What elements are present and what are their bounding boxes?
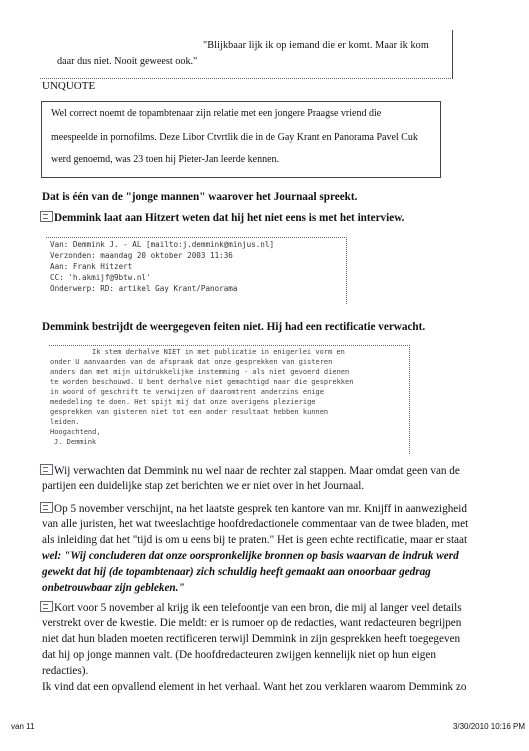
paragraph-line: Kort voor 5 november al krijg ik een telefoontje van een bron, die mij al langer veel details xyxy=(40,601,462,614)
paragraph-line: redacties). xyxy=(42,665,89,677)
rectification-line: leiden. xyxy=(50,418,80,426)
rectification-line: onder U aanvaarden van de afspraak dat onze gesprekken van gisteren xyxy=(50,358,333,366)
quote-line: daar dus niet. Nooit geweest ook." xyxy=(57,56,198,67)
document-icon xyxy=(40,601,53,612)
rectification-line: gesprekken van gisteren niet tot een ander resultaat hebben kunnen xyxy=(50,408,329,416)
email-from: Van: Demmink J. - AL [mailto:j.demmink@minjus.nl] xyxy=(50,240,275,249)
paragraph-line: niet dat hun bladen moeten rectificeren terwijl Demmink in zijn gesprekken heeft toegegeven xyxy=(42,633,461,645)
paragraph-line: wel: "Wij concluderen dat onze oorspronkelijke bronnen op basis waarvan de indruk werd xyxy=(42,550,459,562)
email-subject: Onderwerp: RD: artikel Gay Krant/Panorama xyxy=(50,284,238,293)
correction-line: werd genoemd, was 23 toen hij Pieter-Jan leerde kennen. xyxy=(51,154,280,165)
footer-timestamp: 3/30/2010 10:16 PM xyxy=(452,722,525,731)
paragraph-line: onbetrouwbaar zijn gebleken." xyxy=(42,582,185,594)
paragraph-line: Wij verwachten dat Demmink nu wel naar de rechter zal stappen. Maar omdat geen van de xyxy=(40,464,460,477)
heading-rectificatie: Demmink bestrijdt de weergegeven feiten niet. Hij had een rectificatie verwacht. xyxy=(42,321,426,333)
footer-page-count: van 11 xyxy=(11,722,35,731)
document-icon xyxy=(40,464,53,475)
rectification-line: J. Demmink xyxy=(54,438,97,446)
heading-hitzert xyxy=(40,211,404,224)
unquote-label: UNQUOTE xyxy=(42,80,96,92)
rectification-line: in woord of geschrift te verwijzen of daaromtrent anderzins enige xyxy=(50,388,324,396)
email-sent: Verzonden: maandag 20 oktober 2003 11:36 xyxy=(50,251,233,260)
correction-line: Wel correct noemt de topambtenaar zijn relatie met een jongere Praagse vriend die xyxy=(51,108,382,119)
quote-box xyxy=(40,30,453,79)
paragraph-line: Ik vind dat een opvallend element in het verhaal. Want het zou verklaren waarom Demmink zo xyxy=(42,681,467,693)
paragraph-line: dat hij op jonge mannen valt. (De hoofdredacteuren zwijgen kennelijk niet op hun eigen xyxy=(42,649,436,661)
paragraph-line: als inleiding dat het "tijd is om u eens bij te praten." Het is geen echte rectificatie, maar er staat xyxy=(42,534,468,546)
rectification-line: anders dan met mijn uitdrukkelijke instemming - als niet gevoerd dienen xyxy=(50,368,350,376)
paragraph-line: partijen een duidelijke stap zet berichten we er niet over in het Journaal. xyxy=(42,480,365,492)
email-cc: CC: 'h.akmijf@9btw.nl' xyxy=(50,273,151,282)
rectification-line: te worden beschouwd. U bent derhalve niet gemachtigd naar die gesprekken xyxy=(50,378,354,386)
paragraph-line: gewekt dat hij (de topambtenaar) zich schuldig heeft gemaakt aan onoorbaar gedrag xyxy=(42,566,431,578)
rectification-line: Ik stem derhalve NIET in met publicatie in enigerlei vorm en xyxy=(92,348,345,356)
heading-jonge-mannen: Dat is één van de "jonge mannen" waarover het Journaal spreekt. xyxy=(42,191,358,203)
paragraph-line: verstrekt over de kwestie. Die meldt: er is rumoer op de redacties, want redacteuren begrijpen xyxy=(42,617,462,629)
paragraph-line: Op 5 november verschijnt, na het laatste gesprek ten kantore van mr. Knijff in aanwezigheid xyxy=(40,502,467,515)
paragraph-line: van alle juristen, het wat tweeslachtige hoofdredactionele commentaar van de twee bladen, met xyxy=(42,518,469,530)
rectification-line: Hoogachtend, xyxy=(50,428,101,436)
heading-hitzert-text: Demmink laat aan Hitzert weten dat hij het niet eens is met het interview. xyxy=(54,212,405,224)
email-to: Aan: Frank Hitzert xyxy=(50,262,133,271)
document-icon xyxy=(40,502,53,513)
rectification-line: mededeling te doen. Het spijt mij dat onze overigens plezierige xyxy=(50,398,316,406)
document-icon xyxy=(40,211,53,222)
quote-line: "Blijkbaar lijk ik op iemand die er komt. Maar ik kom xyxy=(203,40,429,51)
correction-line: meespeelde in pornofilms. Deze Libor Ctvrtlik die in de Gay Krant en Panorama Pavel Cuk xyxy=(51,132,418,143)
